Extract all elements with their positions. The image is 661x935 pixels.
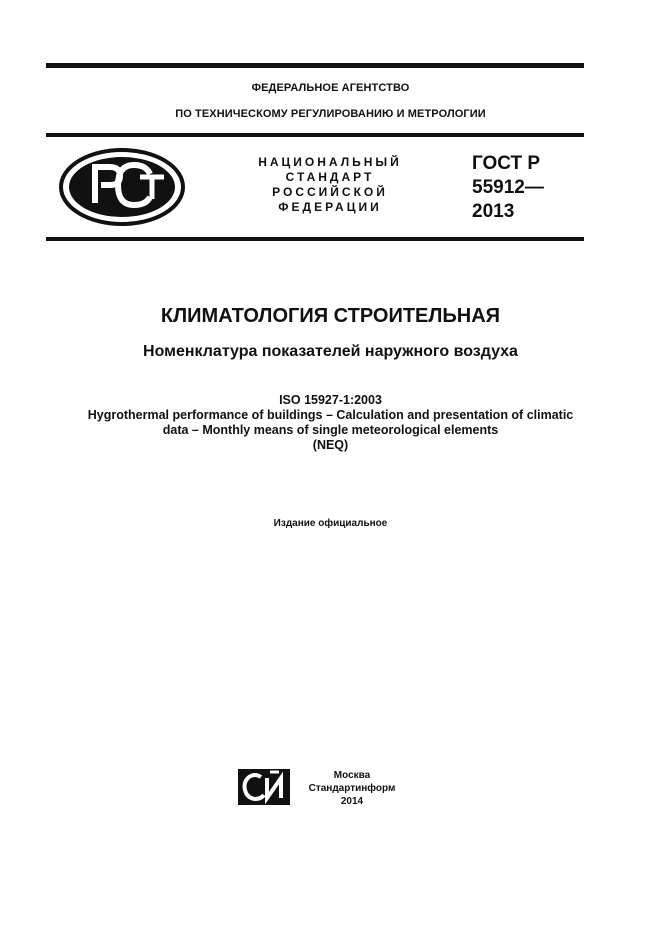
publication-year: 2014 bbox=[340, 796, 364, 807]
top-rule bbox=[46, 63, 584, 68]
rst-mark-icon bbox=[58, 147, 188, 227]
document-subtitle: Номенклатура показателей наружного воздуха bbox=[143, 343, 518, 360]
agency-line-2: ПО ТЕХНИЧЕСКОМУ РЕГУЛИРОВАНИЮ И МЕТРОЛОГИИ bbox=[175, 108, 486, 120]
national-line: СТАНДАРТ bbox=[285, 170, 375, 184]
gost-line: 55912— bbox=[472, 177, 544, 198]
iso-line: ISO 15927-1:2003 bbox=[279, 393, 382, 407]
standard-block-rule bbox=[46, 237, 584, 241]
document-title: КЛИМАТОЛОГИЯ СТРОИТЕЛЬНАЯ bbox=[160, 305, 501, 327]
publisher-info bbox=[300, 769, 404, 808]
iso-line: Hygrothermal performance of buildings – Calculation and presentation of climatic bbox=[87, 408, 574, 422]
agency-line-1: ФЕДЕРАЛЬНОЕ АГЕНТСТВО bbox=[251, 82, 410, 94]
iso-line: data – Monthly means of single meteorological elements bbox=[162, 423, 499, 437]
national-standard-label bbox=[240, 155, 420, 215]
publisher-city: Москва bbox=[333, 770, 371, 781]
edition-label: Издание официальное bbox=[273, 518, 388, 529]
iso-line: (NEQ) bbox=[312, 438, 349, 452]
national-line: РОССИЙСКОЙ bbox=[272, 185, 388, 199]
gost-line: ГОСТ Р bbox=[472, 153, 541, 174]
standartinform-logo-icon bbox=[237, 768, 297, 808]
publisher-name: Стандартинформ bbox=[308, 783, 396, 794]
national-line: ФЕДЕРАЦИИ bbox=[278, 200, 382, 214]
gost-designation bbox=[472, 152, 582, 224]
gost-line: 2013 bbox=[472, 201, 515, 222]
iso-reference bbox=[70, 393, 591, 453]
header-rule bbox=[46, 133, 584, 137]
national-line: НАЦИОНАЛЬНЫЙ bbox=[258, 155, 402, 169]
